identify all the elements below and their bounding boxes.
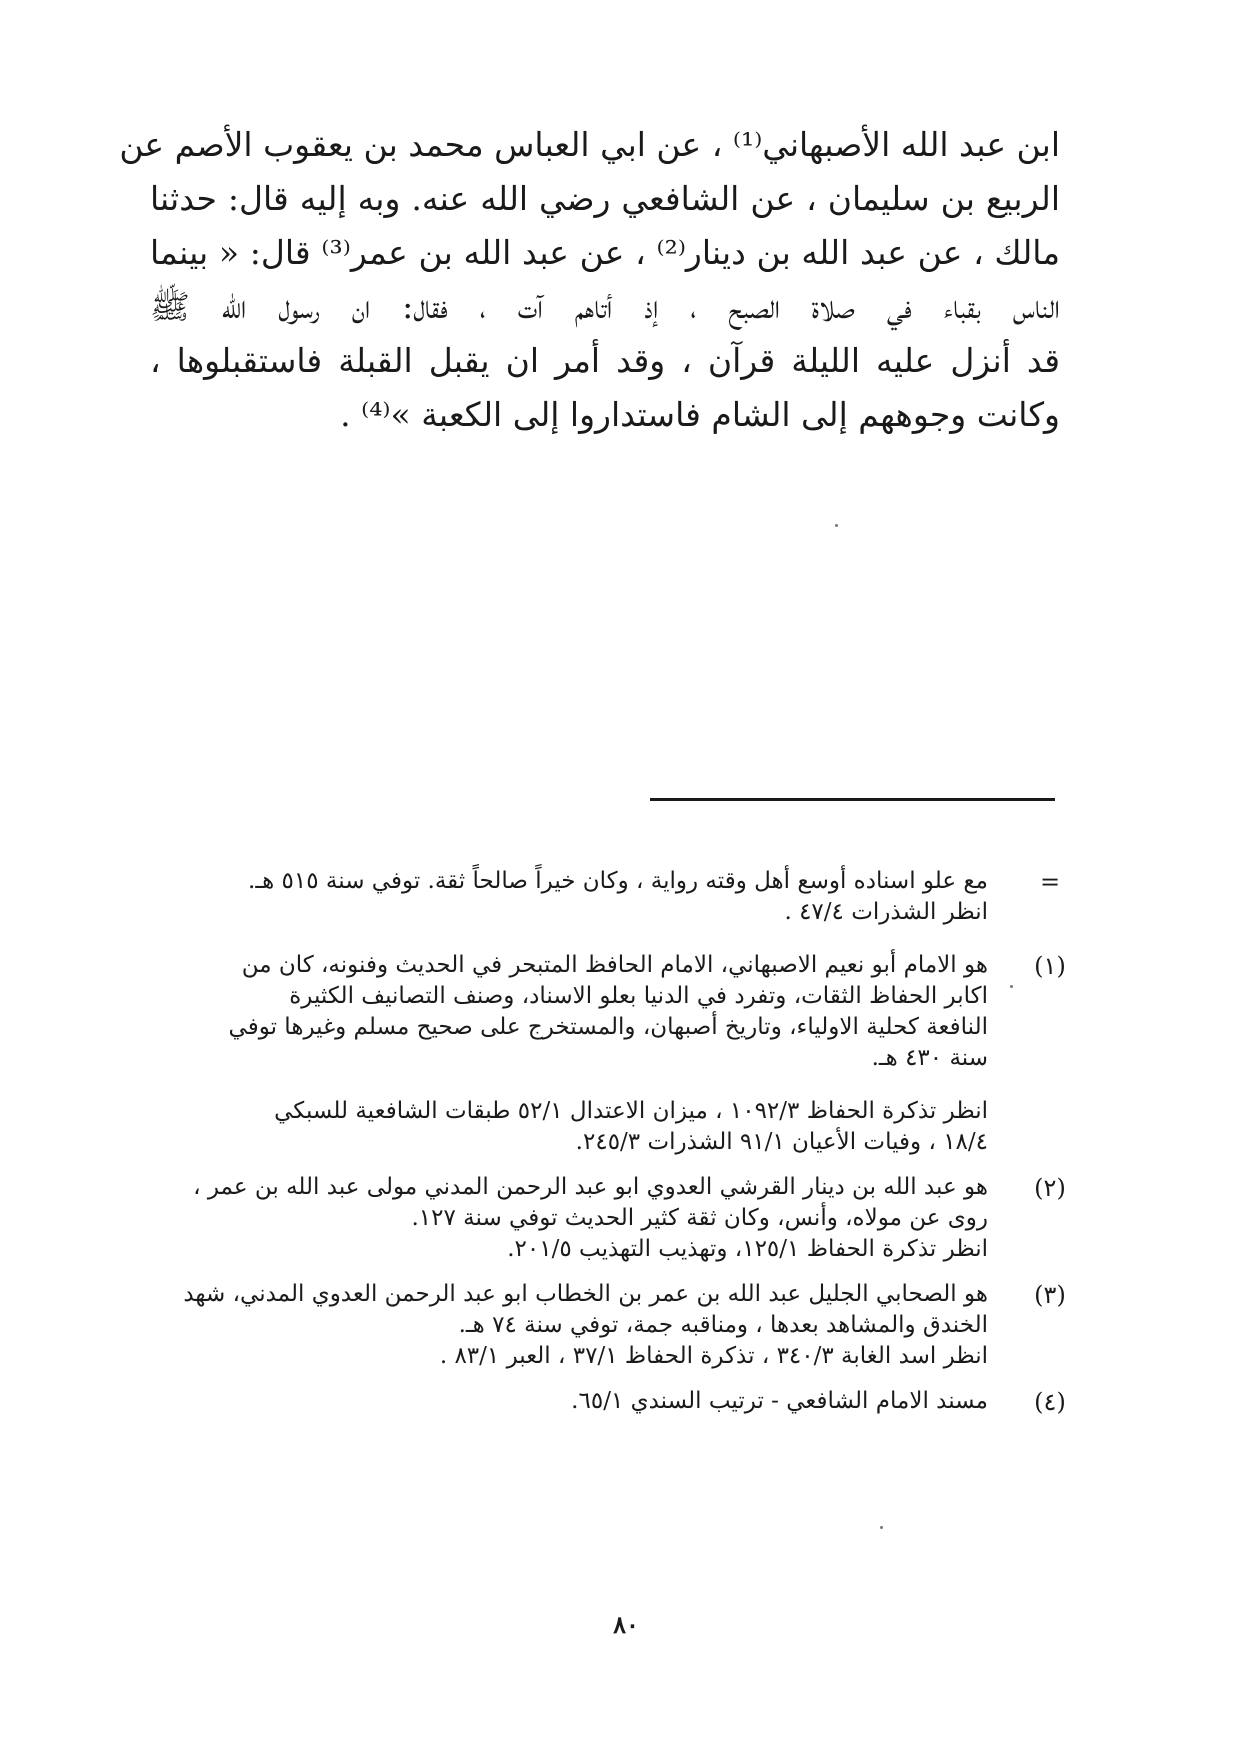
main-text-line: قد أنزل عليه الليلة قرآن ، وقد أمر ان يقبل القبلة فاستقبلوها ،	[150, 341, 1060, 380]
footnote-line: النافعة كحلية الاولياء، وتاريخ أصبهان، والمستخرج على صحيح مسلم وغيرها توفي	[228, 1014, 988, 1040]
footnote-reference-line: انظر تذكرة الحفاظ ١٠٩٢/٣ ، ميزان الاعتدال ٥٢/١ طبقات الشافعية للسبكي	[274, 1098, 988, 1124]
footnote-marker: (١)	[1034, 952, 1066, 980]
main-text-line: الربيع بن سليمان ، عن الشافعي رضي الله عنه. وبه إليه قال: حدثنا	[150, 179, 1060, 218]
footnote-line: انظر اسد الغابة ٣٤٠/٣ ، تذكرة الحفاظ ٣٧/١ ، العبر ٨٣/١ .	[439, 1343, 988, 1369]
footnote-marker: (٢)	[1034, 1174, 1066, 1202]
footnote-line: هو الصحابي الجليل عبد الله بن عمر بن الخطاب ابو عبد الرحمن العدوي المدني، شهد	[183, 1281, 988, 1307]
footnote-line: انظر تذكرة الحفاظ ١٢٥/١، وتهذيب التهذيب ٢٠١/٥.	[507, 1236, 988, 1262]
footnote-continuation	[150, 866, 1080, 928]
footnote-1	[150, 950, 1080, 1158]
scan-speck	[835, 524, 838, 527]
main-text-line: مالك ، عن عبد الله بن دينار⁽²⁾ ، عن عبد الله بن عمر⁽³⁾ قال: « بينما	[150, 233, 1061, 272]
footnote-marker: =	[1039, 868, 1061, 896]
scan-speck	[880, 1526, 883, 1529]
main-text-block	[119, 118, 1061, 442]
footnote-line: هو الامام أبو نعيم الاصبهاني، الامام الحافظ المتبحر في الحديث وفنونه، كان من	[241, 952, 988, 978]
footnote-reference-line: ١٨/٤ ، وفيات الأعيان ٩١/١ الشذرات ٢٤٥/٣.	[575, 1129, 988, 1155]
footnote-line: مسند الامام الشافعي - ترتيب السندي ٦٥/١.	[571, 1388, 988, 1414]
footnote-4	[150, 1386, 1080, 1417]
footnote-line: سنة ٤٣٠ هـ.	[871, 1045, 988, 1071]
footnote-separator-rule	[650, 798, 1055, 801]
footnote-line: الخندق والمشاهد بعدها ، ومناقبه جمة، توفي سنة ٧٤ هـ.	[458, 1312, 988, 1338]
footnote-marker: (٣)	[1034, 1281, 1066, 1309]
footnote-line: مع علو اسناده أوسع أهل وقته رواية ، وكان خيراً صالحاً ثقة. توفي سنة ٥١٥ هـ.	[248, 868, 988, 894]
footnote-3	[150, 1279, 1080, 1372]
scan-speck	[1010, 985, 1013, 988]
main-text-line: الناس بقباء في صلاة الصبح ، إذ أتاهم آت ، فقال: ان رسول الله ﷺ	[150, 287, 1060, 326]
footnote-marker: (٤)	[1034, 1388, 1066, 1416]
footnotes-block	[150, 866, 1080, 1417]
footnote-line: روى عن مولاه، وأنس، وكان ثقة كثير الحديث توفي سنة ١٢٧.	[411, 1205, 988, 1231]
footnote-line: هو عبد الله بن دينار القرشي العدوي ابو عبد الرحمن المدني مولى عبد الله بن عمر ،	[193, 1174, 988, 1200]
footnote-line: انظر الشذرات ٤٧/٤ .	[784, 899, 988, 925]
footnote-line: اكابر الحفاظ الثقات، وتفرد في الدنيا بعلو الاسناد، وصنف التصانيف الكثيرة	[289, 983, 988, 1009]
main-text-line: ابن عبد الله الأصبهاني⁽¹⁾ ، عن ابي العباس محمد بن يعقوب الأصم عن	[119, 125, 1060, 164]
page-number: ٨٠	[613, 1610, 639, 1639]
main-text-line: وكانت وجوههم إلى الشام فاستداروا إلى الكعبة »⁽⁴⁾ .	[340, 395, 1060, 434]
footnote-2	[150, 1172, 1080, 1265]
